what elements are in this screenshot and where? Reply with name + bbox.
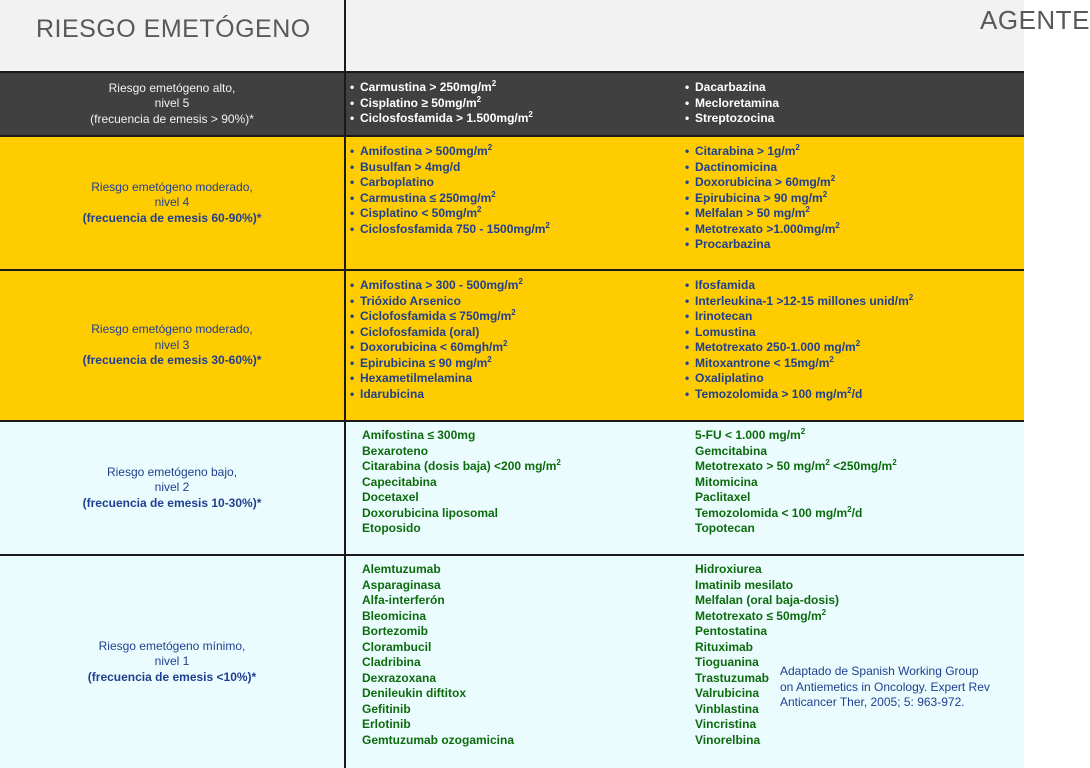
bullet-icon: •	[350, 309, 355, 323]
agent-item: • Epirubicina > 90 $mg/m^2$	[685, 189, 828, 205]
agent-item: Capecitabina	[362, 474, 437, 489]
agent-item: • Carmustina > $250mg/m^2$	[350, 79, 497, 94]
agent-item: • Mitoxantrone < $15mg/m^2$	[685, 354, 834, 370]
bullet-icon: •	[350, 111, 355, 125]
agents-column-2	[685, 144, 840, 253]
agent-item: Docetaxel	[362, 490, 419, 504]
agent-item: Pentostatina	[695, 624, 768, 638]
risk-label-cell	[0, 422, 346, 554]
agent-item: Metotrexato > 50 $mg/m^2 <250mg/m^2$	[695, 458, 897, 473]
agents-cell	[348, 422, 1024, 554]
agent-item: Erlotinib	[362, 717, 411, 731]
risk-level: nivel 1	[154, 654, 190, 669]
row-level-4	[0, 137, 1024, 271]
bullet-icon: •	[685, 386, 690, 401]
header-right-cell	[348, 0, 1090, 71]
bullet-icon: •	[685, 206, 690, 220]
agent-item: • Oxaliplatino	[685, 371, 764, 385]
header-risk-title: RIESGO EMETÓGENO	[36, 15, 311, 43]
risk-frequency: (frecuencia de emesis 60-90%)*	[82, 210, 262, 225]
agent-item: • Doxorubicina > $60mg/m^2$	[685, 174, 836, 189]
agents-cell	[348, 73, 1024, 135]
header-left-cell	[0, 0, 346, 71]
agent-item: Alemtuzumab	[362, 562, 441, 576]
agents-cell	[348, 271, 1024, 420]
bullet-icon: •	[350, 340, 355, 354]
risk-frequency: (frecuencia de emesis 30-60%)*	[82, 353, 262, 368]
agent-item: • Amifostina > $500mg/m^2$	[350, 143, 493, 158]
risk-label-cell	[0, 271, 346, 420]
agent-item: Temozolomida < 100 $mg/m^2/d$	[695, 504, 863, 520]
agent-item: • Ifosfamida	[685, 278, 756, 292]
agent-item: Tioguanina	[695, 655, 759, 669]
agent-item: Gemcitabina	[695, 443, 768, 458]
agent-item: • Trióxido Arsenico	[350, 293, 461, 308]
agent-item: • Doxorubicina < $60mgh/m^2$	[350, 339, 508, 354]
table-header	[0, 0, 1090, 73]
risk-frequency: (frecuencia de emesis 10-30%)*	[82, 495, 262, 510]
risk-label-line1: Riesgo emetógeno moderado,	[91, 322, 253, 337]
bullet-icon: •	[350, 144, 355, 158]
agent-item: Asparaginasa	[362, 577, 441, 592]
bullet-icon: •	[350, 175, 355, 189]
agent-item: • Epirubicina ≤ 90 $mg/m^2$	[350, 354, 492, 370]
agent-item: • Irinotecan	[685, 309, 753, 323]
agent-item: • Citarabina > $1g/m^2$	[685, 143, 800, 158]
agent-item: Vincristina	[695, 717, 757, 731]
bullet-icon: •	[350, 324, 355, 339]
agent-item: Paclitaxel	[695, 490, 751, 504]
agent-item: • Ciclofosfamida ≤ $750mg/m^2$	[350, 308, 516, 323]
bullet-icon: •	[350, 206, 355, 220]
agent-item: • Mecloretamina	[685, 95, 780, 110]
bullet-icon: •	[685, 175, 690, 189]
agent-item: • Cisplatino < $50mg/m^2$	[350, 205, 482, 220]
agent-item: • Lomustina	[685, 324, 756, 339]
bullet-icon: •	[685, 237, 690, 251]
risk-label-cell	[0, 137, 346, 269]
risk-frequency: (frecuencia de emesis <10%)*	[87, 669, 257, 684]
agent-item: Doxorubicina liposomal	[362, 505, 499, 520]
agent-item: • Ciclosfosfamida > $1.500mg/m^2$	[350, 110, 533, 125]
agent-item: Rituximab	[695, 639, 754, 654]
agent-item: Clorambucil	[362, 639, 432, 654]
risk-level: nivel 4	[154, 195, 190, 210]
agent-item: Trastuzumab	[695, 670, 770, 685]
bullet-icon: •	[350, 355, 355, 370]
agent-item: Valrubicina	[695, 686, 760, 700]
agents-column-1	[350, 80, 533, 127]
bullet-icon: •	[685, 159, 690, 174]
agent-item: • Streptozocina	[685, 111, 775, 125]
bullet-icon: •	[685, 221, 690, 236]
agent-item: Vinblastina	[695, 701, 759, 716]
bullet-icon: •	[685, 324, 690, 339]
agent-item: • Carmustina ≤ $250mg/m^2$	[350, 189, 496, 205]
risk-label-cell	[0, 556, 346, 768]
risk-level: nivel 2	[154, 480, 190, 495]
row-level-3	[0, 271, 1024, 422]
agent-item: • Busulfan > 4mg/d	[350, 159, 461, 174]
agents-column-2	[685, 278, 913, 402]
bullet-icon: •	[350, 386, 355, 401]
source-note-line3: Anticancer Ther, 2005; 5: 963-972.	[780, 695, 965, 709]
agent-item: Citarabina (dosis baja) <200 $mg/m^2$	[362, 458, 561, 473]
source-note	[780, 664, 990, 711]
risk-level: nivel 5	[154, 96, 190, 111]
agent-item: Imatinib mesilato	[695, 577, 794, 592]
bullet-icon: •	[685, 340, 690, 354]
agent-item: Gefitinib	[362, 701, 411, 716]
agents-column-2	[695, 562, 839, 748]
bullet-icon: •	[685, 111, 690, 125]
agent-item: Cladribina	[362, 655, 421, 669]
agent-item: • Amifostina > $300 - 500mg/m^2$	[350, 277, 523, 292]
agent-item: Vinorelbina	[695, 732, 761, 747]
agent-item: Topotecan	[695, 521, 755, 535]
agent-item: Gemtuzumab ozogamicina	[362, 732, 515, 747]
bullet-icon: •	[685, 80, 690, 94]
agent-item: • Ciclofosfamida (oral)	[350, 324, 480, 339]
source-note-line1: Adaptado de Spanish Working Group	[780, 664, 979, 678]
agents-column-1	[350, 144, 550, 237]
risk-label-line1: Riesgo emetógeno bajo,	[106, 464, 238, 479]
bullet-icon: •	[350, 221, 355, 236]
header-agent-title: AGENTE	[980, 5, 1090, 35]
agents-cell	[348, 137, 1024, 269]
agents-column-2	[685, 80, 779, 127]
agent-item: Alfa-interferón	[362, 593, 445, 607]
bullet-icon: •	[685, 309, 690, 323]
agent-item: • Ciclosfosfamida $750 - 1500mg/m^2$	[350, 220, 550, 236]
bullet-icon: •	[350, 371, 355, 385]
agent-item: Amifostina ≤ 300mg	[362, 428, 476, 442]
risk-frequency: (frecuencia de emesis > 90%)*	[90, 111, 254, 126]
risk-level: nivel 3	[154, 337, 190, 352]
agent-item: Etoposido	[362, 521, 421, 535]
agent-item: Dexrazoxana	[362, 670, 437, 685]
agent-item: Metotrexato ≤ $50mg/m^2$	[695, 607, 827, 623]
agent-item: • Dactinomicina	[685, 159, 778, 174]
agent-item: Bortezomib	[362, 624, 428, 638]
row-level-5	[0, 73, 1024, 137]
bullet-icon: •	[350, 190, 355, 205]
agent-item: 5-FU < 1.000 $mg/m^2$	[695, 427, 806, 442]
agent-item: • Hexametilmelamina	[350, 371, 473, 385]
agent-item: Melfalan (oral baja-dosis)	[695, 593, 840, 607]
bullet-icon: •	[350, 278, 355, 292]
agents-column-1	[362, 562, 514, 748]
agent-item: Mitomicina	[695, 474, 758, 489]
bullet-icon: •	[685, 371, 690, 385]
agent-item: • Carboplatino	[350, 175, 434, 189]
bullet-icon: •	[685, 355, 690, 370]
row-level-2	[0, 422, 1024, 556]
agent-item: • Interleukina-1 >12-15 millones unid/$m^2$	[685, 292, 914, 308]
agents-column-2	[695, 428, 897, 537]
agent-item: • Metotrexato $>1.000mg/m^2$	[685, 220, 840, 236]
risk-label-line1: Riesgo emetógeno mínimo,	[98, 638, 246, 653]
agent-item: Denileukin diftitox	[362, 686, 467, 700]
row-level-1	[0, 556, 1024, 768]
bullet-icon: •	[350, 159, 355, 174]
agent-item: • Idarubicina	[350, 386, 425, 401]
bullet-icon: •	[350, 293, 355, 308]
agent-item: • Procarbazina	[685, 237, 771, 251]
agent-item: • Melfalan > 50 $mg/m^2$	[685, 205, 810, 220]
agent-item: Bexaroteno	[362, 443, 429, 458]
bullet-icon: •	[685, 293, 690, 308]
agent-item: • Cisplatino ≥ $50mg/m^2$	[350, 94, 482, 110]
bullet-icon: •	[685, 95, 690, 110]
agents-cell	[348, 556, 1024, 768]
risk-label-cell	[0, 73, 346, 135]
risk-label-line1: Riesgo emetógeno moderado,	[91, 179, 253, 194]
agent-item: • Temozolomida > 100 $mg/m^2/d$	[685, 385, 863, 401]
agents-column-1	[362, 428, 561, 537]
agent-item: Hidroxiurea	[695, 562, 762, 576]
agent-item: • Metotrexato 250-1.000 $mg/m^2$	[685, 339, 861, 354]
bullet-icon: •	[350, 95, 355, 110]
bullet-icon: •	[685, 190, 690, 205]
bullet-icon: •	[685, 278, 690, 292]
agent-item: Bleomicina	[362, 608, 427, 623]
source-note-line2: on Antiemetics in Oncology. Expert Rev	[780, 679, 990, 694]
agents-column-1	[350, 278, 523, 402]
agent-item: • Dacarbazina	[685, 80, 766, 94]
bullet-icon: •	[685, 144, 690, 158]
bullet-icon: •	[350, 80, 355, 94]
risk-label-line1: Riesgo emetógeno alto,	[108, 80, 236, 95]
